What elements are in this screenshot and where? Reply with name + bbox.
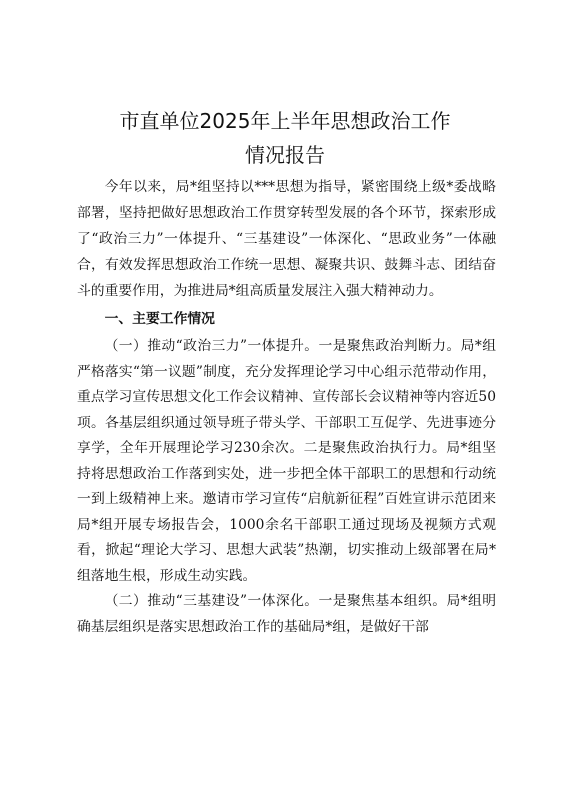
document-title-line1: 市直单位2025年上半年思想政治工作 bbox=[119, 109, 451, 133]
section-heading-main-work: 一、主要工作情况 bbox=[104, 311, 215, 327]
document-title-line2: 情况报告 bbox=[245, 143, 325, 167]
document-body bbox=[77, 174, 496, 640]
paragraph-political-three-forces: （一）推动“政治三力”一体提升。一是聚焦政治判断力。局*组严格落实“第一议题”制度，充分发挥理论学习中心组示范带动作用，重点学习宣传思想文化工作会议精神、宣传部长会议精神等内容近50项。各基层组织通过领导班子带头学、干部职工互促学、先进事迹分享学，全年开展理论学习230余次。二是聚焦政治执行力。局*组坚持将思想政治工作落到实处，进一步把全体干部职工的思想和行动统一到上级精神上来。邀请市学习宣传“启航新征程”百姓宣讲示范团来局*组开展专场报告会，1000余名干部职工通过现场及视频方式观看，掀起“理论大学习、思想大武装”热潮，切实推动上级部署在局*组落地生根，形成生动实践。 bbox=[77, 338, 496, 584]
paragraph-three-basics: （二）推动“三基建设”一体深化。一是聚焦基本组织。局*组明确基层组织是落实思想政治工作的基础局*组，是做好干部 bbox=[77, 593, 496, 635]
intro-paragraph: 今年以来，局*组坚持以***思想为指导，紧密围绕上级*委战略部署，坚持把做好思想政治工作贯穿转型发展的各个环节，探索形成了“政治三力”一体提升、“三基建设”一体深化、“思政业务”一体融合，有效发挥思想政治工作统一思想、凝聚共识、鼓舞斗志、团结奋斗的重要作用，为推进局*组高质量发展注入强大精神动力。 bbox=[77, 179, 496, 299]
